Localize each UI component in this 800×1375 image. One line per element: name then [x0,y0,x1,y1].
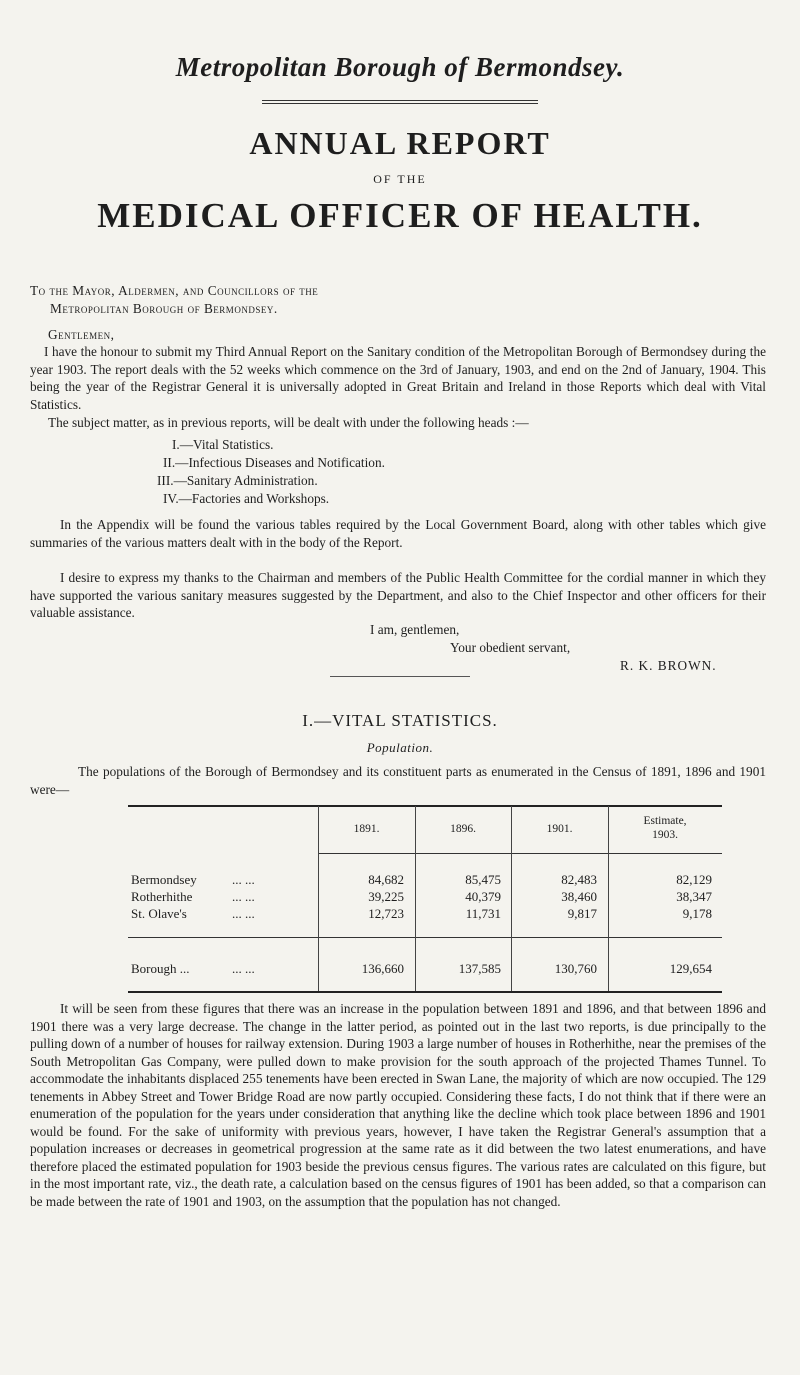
letter-paragraph-1: I have the honour to submit my Third Annual Report on the Sanitary condition of the Metropolitan Borough of Bermondsey during the year 1903. The report deals with the 52 weeks which commence on the 3rd of January, 1903, and end on the 2nd of January, 1904. This being the year of the Registrar General it is universally adopted in Great Britain and Ireland in those Reports which deal with Vital Statistics. [30,344,766,412]
closing-paragraph: It will be seen from these figures that there was an increase in the population between 1891 and 1896, and that between 1896 and 1901 there was a very large decrease. The change in the latter period, as pointed out in the last two reports, is due principally to the pulling down of a number of houses for railway extension. During 1903 a large number of houses in Rotherhithe, near the premises of the South Metropolitan Gas Company, were pulled down to make provision for the south approach of the projected Thames Tunnel. To accommodate the inhabitants displaced 255 tenements have been erected in Swan Lane, the majority of which are now occupied. The 129 tenements in Abbey Street and Tower Bridge Road are now partly occupied. Considering these facts, I do not think that if there were an enumeration of the population for the years under consideration that anything like the decline which took place between 1896 and 1901 would be found. For the sake of uniformity with previous years, however, I have taken the Registrar General's assumption that a population increases or decreases in geometrical progression at the same rate as it did between the two latest enumerations, and have therefore placed the estimated population for 1903 beside the previous census figures. The various rates are calculated on this figure, but in the most important rate, viz., the death rate, a calculation based on the census figures of 1901 has been added, so that a comparison can be made between the rate of 1901 and 1903, on the assumption that the population has not changed. [30,1001,766,1209]
column-header-estimate: Estimate, [643,815,687,827]
table-cell: 129,654 [669,961,712,976]
table-header-rule [318,853,722,854]
table-cell: 137,585 [458,961,501,976]
table-cell: 82,129 [676,872,712,887]
column-header-1896: 1896. [450,823,476,835]
head-item-4: IV.—Factories and Workshops. [163,491,330,506]
letter-paragraph-3: In the Appendix will be found the various tables required by the Local Government Board, along with other tables which give summaries of the various matters dealt with in the body of the Report. [30,517,766,550]
closing-line-1: I am, gentlemen, [370,622,460,637]
table-cell: 84,682 [368,872,404,887]
column-header-1891: 1891. [353,823,380,835]
address-line-1: To the Mayor, Aldermen, and Councillors of the [30,283,319,298]
table-cell: 39,225 [368,889,404,904]
row-label-st-olaves: St. Olave's [131,906,187,921]
leader-dots: ... ... [232,889,255,904]
address-line-2: Metropolitan Borough of Bermondsey. [50,301,278,316]
table-cell: 11,731 [465,906,501,921]
table-cell: 85,475 [465,872,501,887]
row-label-borough: Borough ... [131,961,190,976]
table-cell: 12,723 [368,906,404,921]
table-cell: 38,347 [676,889,712,904]
column-header-1901: 1901. [546,823,573,835]
table-cell: 38,460 [561,889,597,904]
report-title: ANNUAL REPORT [249,125,551,161]
section-intro: The populations of the Borough of Bermondsey and its constituent parts as enumerated in the Census of 1891, 1896 and 1901 were— [30,764,766,797]
table-cell: 136,660 [361,961,404,976]
officer-title: MEDICAL OFFICER OF HEALTH. [97,196,703,235]
leader-dots: ... ... [232,961,255,976]
closing-line-2: Your obedient servant, [450,640,571,655]
column-header-1903: 1903. [652,829,678,841]
salutation: Gentlemen, [48,327,115,342]
head-item-3: III.—Sanitary Administration. [157,473,318,488]
borough-title: Metropolitan Borough of Bermondsey. [175,52,625,82]
leader-dots: ... ... [232,872,255,887]
head-item-1: I.—Vital Statistics. [172,437,274,452]
table-cell: 82,483 [561,872,597,887]
letter-paragraph-2: The subject matter, as in previous reports, will be dealt with under the following heads :— [48,415,529,430]
table-bottom-rule [128,991,722,993]
table-subtotal-rule [128,937,722,938]
of-the-label: OF THE [373,172,427,186]
row-label-rotherhithe: Rotherhithe [131,889,193,904]
signature: R. K. BROWN. [620,658,717,673]
table-top-rule [128,805,722,807]
letter-paragraph-4: I desire to express my thanks to the Chairman and members of the Public Health Committee for the cordial manner in which they have supported the various sanitary measures suggested by the Department, and also to the Chief Inspector and other officers for their valuable assistance. [30,570,766,620]
table-cell: 40,379 [465,889,501,904]
section-divider [330,676,470,677]
head-item-2: II.—Infectious Diseases and Notification. [163,455,385,470]
table-cell: 9,178 [682,906,712,921]
section-title: I.—VITAL STATISTICS. [302,711,498,730]
table-cell: 130,760 [554,961,597,976]
leader-dots: ... ... [232,906,255,921]
table-cell: 9,817 [567,906,597,921]
section-subtitle: Population. [366,740,434,755]
row-label-bermondsey: Bermondsey [131,872,197,887]
title-divider [262,100,538,104]
